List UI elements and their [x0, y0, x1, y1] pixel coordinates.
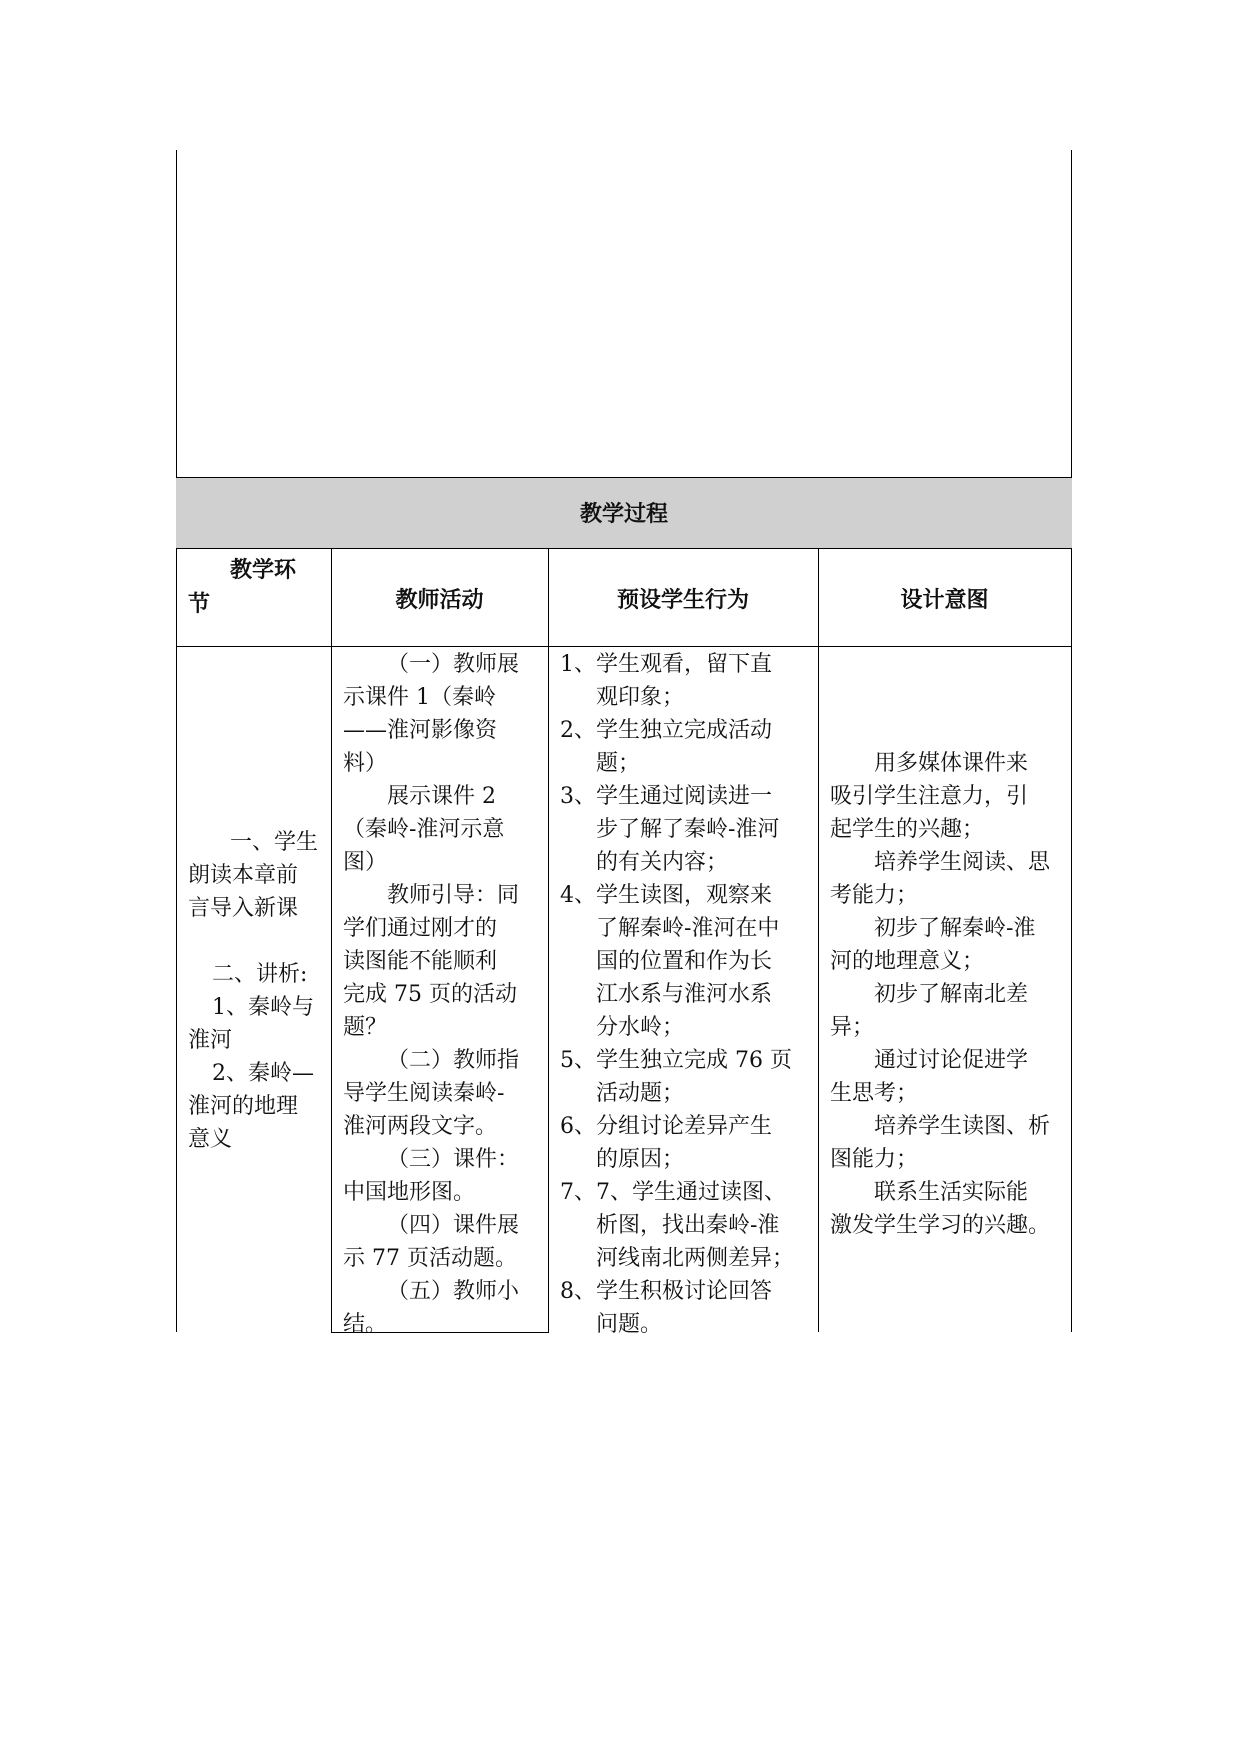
- teacher-line: 示 77 页活动题。: [343, 1246, 517, 1271]
- teacher-line: （秦岭-淮河示意: [343, 817, 505, 842]
- teacher-line: （四）课件展: [387, 1213, 520, 1238]
- table-right-border: [1071, 150, 1072, 1332]
- stage-line: 2、秦岭—: [212, 1061, 314, 1086]
- intent-line: 通过讨论促进学: [874, 1048, 1029, 1073]
- teacher-line: 教师引导：同: [387, 883, 520, 908]
- list-item: 5、 学生独立完成 76 页 活动题；: [560, 1048, 792, 1106]
- intent-line: 起学生的兴趣；: [830, 817, 985, 842]
- teacher-line: 淮河两段文字。: [343, 1114, 498, 1139]
- teacher-line: 导学生阅读秦岭-: [343, 1081, 505, 1106]
- list-item: 4、 学生读图，观察来 了解秦岭-淮河在中 国的位置和作为长 江水系与淮河水系 分水岭；: [560, 883, 780, 1040]
- intent-line: 初步了解南北差: [874, 982, 1029, 1007]
- intent-line: 激发学生学习的兴趣。: [830, 1213, 1051, 1238]
- teacher-line: 学们通过刚才的: [343, 916, 498, 941]
- intent-line: 考能力；: [830, 883, 919, 908]
- stage-line: 淮河: [188, 1028, 233, 1053]
- list-item: 3、 学生通过阅读进一 步了解了秦岭-淮河 的有关内容；: [560, 784, 780, 875]
- list-item: 6、 分组讨论差异产生 的原因；: [560, 1114, 773, 1172]
- teacher-line: （三）课件：: [387, 1147, 520, 1172]
- column-header-student: 预设学生行为: [616, 587, 749, 613]
- teacher-line: 题？: [343, 1015, 388, 1040]
- stage-line: [188, 925, 318, 958]
- teacher-line: ——淮河影像资: [343, 718, 498, 743]
- stage-line: 一、学生: [230, 830, 319, 855]
- column-header-intent: 设计意图: [900, 587, 989, 613]
- stage-line: 言导入新课: [188, 896, 299, 921]
- teacher-line: 完成 75 页的活动: [343, 982, 517, 1007]
- stage-line: 朗读本章前: [188, 863, 299, 888]
- intent-line: 培养学生读图、析: [874, 1114, 1051, 1139]
- column-divider: [818, 548, 819, 1332]
- divider: [176, 646, 1072, 647]
- section-title: 教学过程: [579, 502, 668, 527]
- intent-line: 异；: [830, 1015, 875, 1040]
- list-item: 8、 学生积极讨论回答 问题。: [560, 1279, 773, 1337]
- stage-cell: [188, 826, 318, 1156]
- teacher-line: 展示课件 2: [387, 784, 496, 809]
- intent-line: 吸引学生注意力，引: [830, 784, 1029, 809]
- teacher-line: 图）: [343, 850, 388, 875]
- intent-line: 河的地理意义；: [830, 949, 985, 974]
- list-item: 2、 学生独立完成活动 题；: [560, 718, 773, 776]
- intent-line: 联系生活实际能: [874, 1180, 1029, 1205]
- column-header-stage: 教学环 节: [188, 558, 297, 617]
- intent-line: 初步了解秦岭-淮: [874, 916, 1036, 941]
- teacher-line: （一）教师展: [387, 652, 520, 677]
- student-behavior-cell: [560, 648, 794, 1341]
- design-intent-cell: [830, 747, 1050, 1242]
- teacher-line: （五）教师小: [387, 1279, 520, 1304]
- teacher-line: （二）教师指: [387, 1048, 520, 1073]
- stage-line: 1、秦岭与: [212, 995, 314, 1020]
- stage-line: 二、讲析:: [212, 962, 308, 987]
- column-divider: [548, 548, 549, 1332]
- teacher-line: 中国地形图。: [343, 1180, 476, 1205]
- teacher-line: 料）: [343, 751, 388, 776]
- intent-line: 图能力；: [830, 1147, 919, 1172]
- list-item: 1、 学生观看，留下直 观印象；: [560, 652, 773, 710]
- intent-line: 培养学生阅读、思: [874, 850, 1051, 875]
- intent-line: 生思考；: [830, 1081, 919, 1106]
- teacher-line: 示课件 1（秦岭: [343, 685, 496, 710]
- stage-line: 意义: [188, 1127, 233, 1152]
- list-item: 7、 7、学生通过读图、 析图，找出秦岭-淮 河线南北两侧差异；: [560, 1180, 795, 1271]
- table-left-border: [176, 150, 177, 1332]
- intent-line: 用多媒体课件来: [874, 751, 1029, 776]
- teacher-line: 结。: [343, 1312, 388, 1337]
- teacher-activity-cell: [343, 648, 519, 1341]
- column-divider: [331, 548, 332, 1332]
- teacher-line: 读图能不能顺利: [343, 949, 498, 974]
- stage-line: 淮河的地理: [188, 1094, 299, 1119]
- column-header-teacher: 教师活动: [395, 587, 484, 613]
